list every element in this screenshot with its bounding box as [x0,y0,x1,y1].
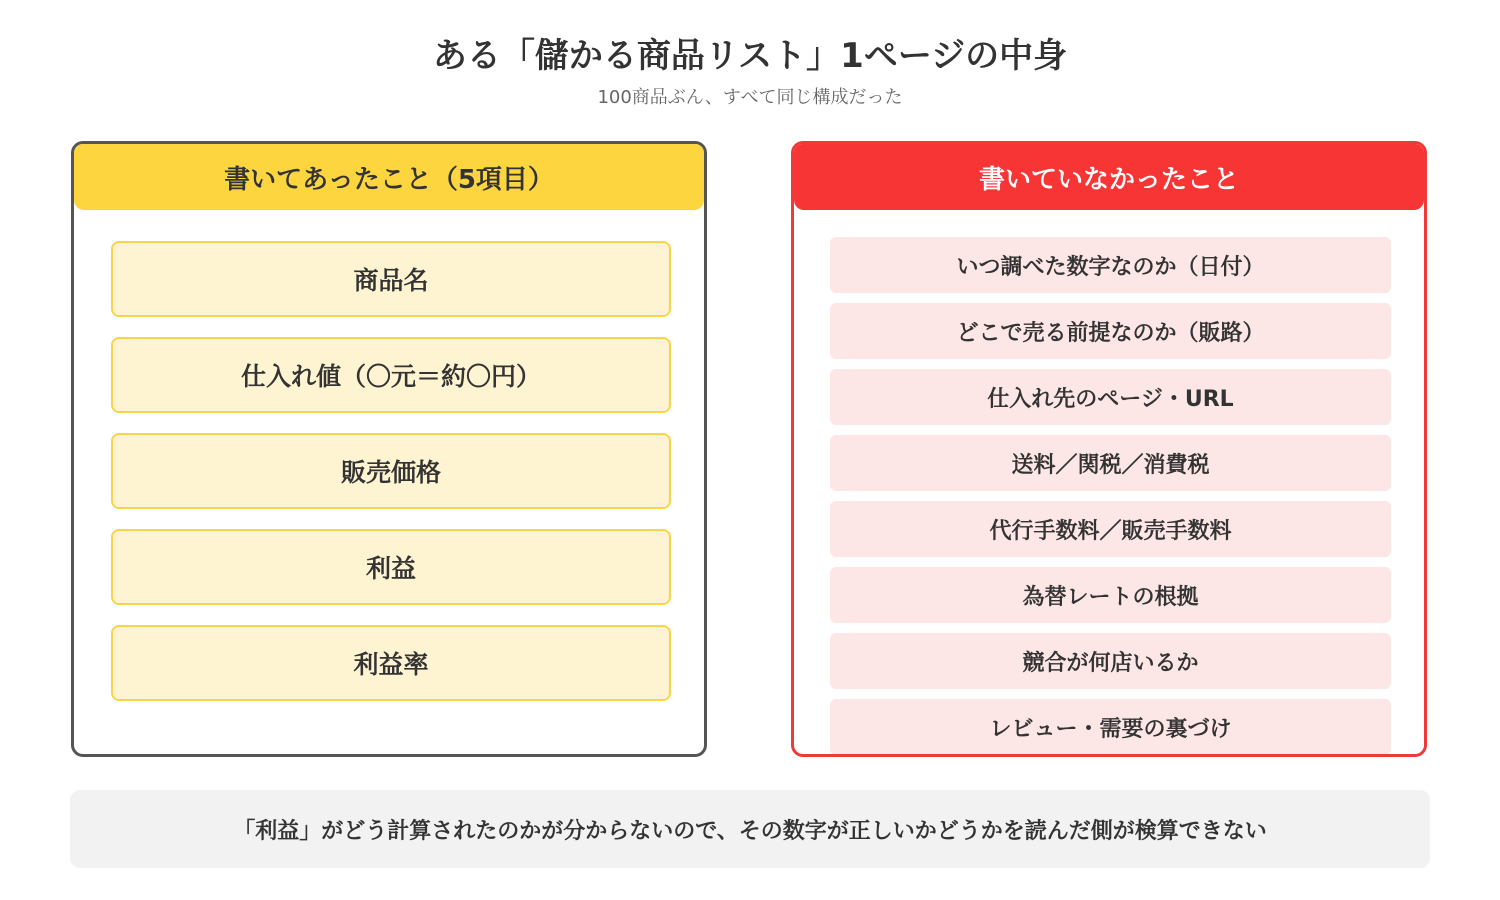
page-title: ある「儲かる商品リスト」1ページの中身 [432,36,1068,76]
missing-items-panel [791,141,1427,757]
included-item: 商品名 [111,241,671,317]
included-item: 利益 [111,529,671,605]
missing-item: 仕入れ先のページ・URL [830,369,1391,425]
missing-item: どこで売る前提なのか（販路） [830,303,1391,359]
included-item: 販売価格 [111,433,671,509]
missing-item: 為替レートの根拠 [830,567,1391,623]
included-item: 仕入れ値（〇元＝約〇円） [111,337,671,413]
missing-items-header: 書いていなかったこと [794,144,1424,210]
missing-items-list [830,237,1391,757]
missing-item: 競合が何店いるか [830,633,1391,689]
included-item: 利益率 [111,625,671,701]
included-items-list [111,241,671,721]
missing-item: 送料／関税／消費税 [830,435,1391,491]
conclusion-note: 「利益」がどう計算されたのかが分からないので、その数字が正しいかどうかを読んだ側が検算できない [70,790,1430,868]
included-items-panel [71,141,707,757]
missing-item: いつ調べた数字なのか（日付） [830,237,1391,293]
included-items-header: 書いてあったこと（5項目） [74,144,704,210]
missing-item: レビュー・需要の裏づけ [830,699,1391,755]
page-subtitle: 100商品ぶん、すべて同じ構成だった [597,87,903,108]
missing-item: 代行手数料／販売手数料 [830,501,1391,557]
